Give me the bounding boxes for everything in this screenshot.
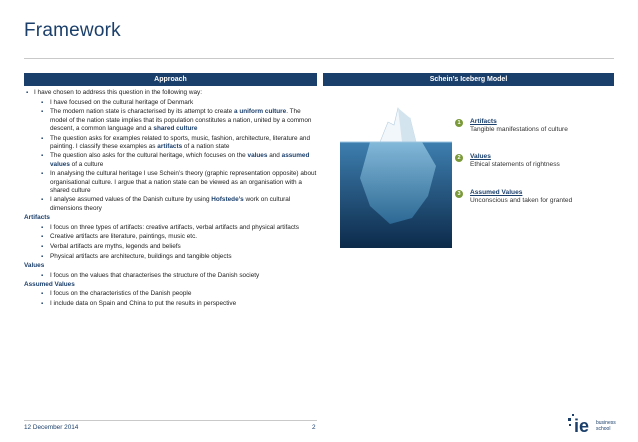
assumed-values-list (24, 290, 317, 308)
artifacts-list (24, 224, 317, 261)
text-segment: I analyse assumed values of the Danish culture by using (50, 196, 212, 204)
model-item-assumed-values (458, 189, 572, 206)
list-item: ▪ Physical artifacts are architecture, buildings and tangible objects (24, 253, 317, 261)
logo-mark: ie (574, 416, 590, 436)
model-header: Schein’s Iceberg Model (323, 73, 614, 86)
list-item: ▪ I have chosen to address this question in the following way: (24, 89, 317, 97)
text-segment: and (267, 152, 282, 160)
title-divider (24, 58, 614, 59)
model-item-title: Assumed Values (470, 189, 523, 196)
model-item-description: Ethical statements of rightness (470, 161, 560, 169)
approach-list (24, 89, 317, 213)
approach-header: Approach (24, 73, 317, 86)
number-badge: 1 (455, 119, 463, 127)
list-item: ▪ I have focused on the cultural heritage of Denmark (24, 99, 317, 107)
list-item: ▪ Creative artifacts are literature, paintings, music etc. (24, 233, 317, 241)
list-item (24, 152, 317, 168)
number-badge: 2 (455, 154, 463, 162)
ie-logo (568, 412, 622, 438)
list-item: ▪ I focus on three types of artifacts: creative artifacts, verbal artifacts and physical artifacts (24, 224, 317, 232)
logo-line-1: business (596, 420, 616, 426)
text-segment: . The model of the nation state implies that its population constitutes a nation, united by a common descent, a common language and a (50, 108, 312, 132)
emphasis-text: artifacts (157, 142, 183, 150)
text-segment: of a nation state (182, 142, 230, 150)
model-item-title: Values (470, 153, 491, 160)
text-segment: of a culture (69, 160, 104, 168)
emphasis-text: Hofstede’s (211, 196, 244, 204)
emphasis-text: values (247, 152, 268, 160)
model-item-description: Tangible manifestations of culture (470, 126, 568, 134)
text-segment: The modern nation state is characterised by its attempt to create (50, 108, 234, 116)
model-item-title: Artifacts (470, 118, 497, 125)
values-list (24, 272, 317, 280)
footer-divider (24, 420, 317, 421)
footer-date: 12 December 2014 (24, 424, 79, 431)
model-item-artifacts (458, 118, 568, 135)
list-item (24, 108, 317, 133)
page-title: Framework (24, 20, 121, 41)
model-item-description: Unconscious and taken for granted (470, 197, 573, 205)
list-item: ▪ I focus on the characteristics of the Danish people (24, 290, 317, 298)
iceberg-illustration (340, 92, 452, 248)
text-segment: work on cultural dimensions theory (50, 196, 291, 212)
text-segment: The question also asks for the cultural heritage, which focuses on the (50, 152, 248, 160)
list-item: ▪ I include data on Spain and China to put the results in perspective (24, 300, 317, 308)
section-label-artifacts: Artifacts (24, 214, 50, 222)
list-item (24, 196, 317, 212)
list-item (24, 135, 317, 151)
list-item: ▪ I focus on the values that characterises the structure of the Danish society (24, 272, 317, 280)
emphasis-text: assumed values (50, 152, 310, 168)
logo-line-2: school (596, 426, 611, 432)
list-item: ▪ Verbal artifacts are myths, legends and beliefs (24, 243, 317, 251)
emphasis-text: a uniform culture (234, 108, 287, 116)
section-label-values: Values (24, 262, 45, 270)
emphasis-text: shared culture (153, 124, 198, 132)
approach-content (24, 89, 317, 310)
model-item-values (458, 153, 560, 170)
section-label-assumed-values: Assumed Values (24, 281, 75, 289)
page-number: 2 (312, 424, 316, 431)
list-item: ▪ In analysing the cultural heritage I use Schein’s theory (graphic representation opposite) about organisational culture. I argue that a nation state can be viewed as an organisation with a shared culture (24, 170, 317, 195)
text-segment: The question asks for examples related to sports, music, fashion, architecture, literature and painting. I classify these examples as (50, 134, 311, 150)
number-badge: 3 (455, 190, 463, 198)
